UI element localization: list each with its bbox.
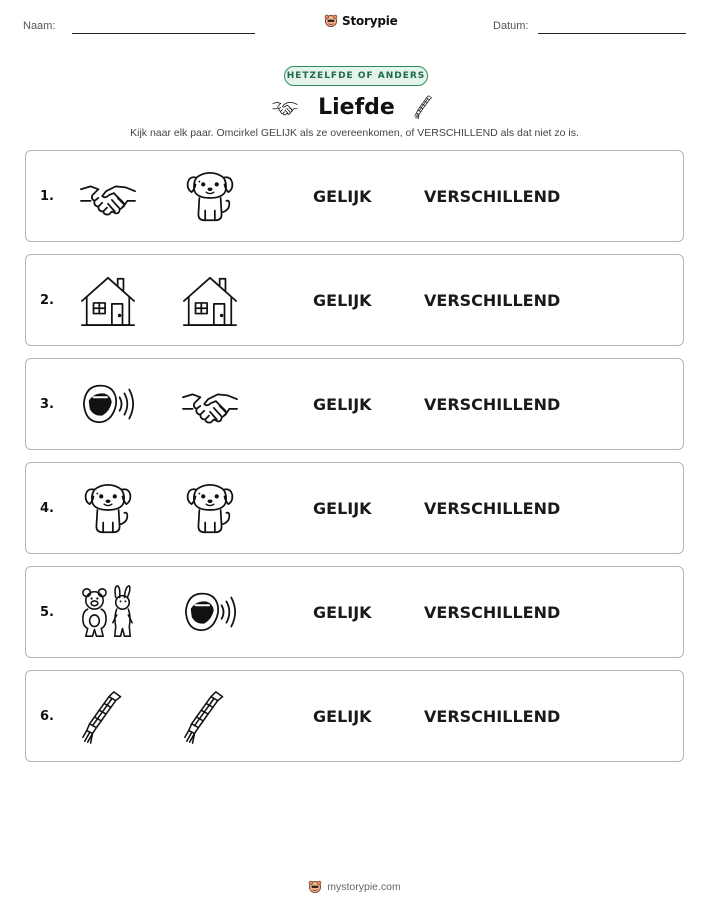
pair-card-1 (25, 150, 684, 242)
option-same[interactable]: GELIJK (313, 706, 372, 726)
footer (0, 880, 709, 894)
row-number: 4. (40, 500, 54, 516)
speaking-mouth-icon (79, 376, 137, 434)
storypie-mascot-icon (324, 14, 338, 28)
brand-logo (324, 14, 398, 28)
row-number: 2. (40, 292, 54, 308)
house-icon (181, 272, 239, 330)
rope-icon (181, 688, 239, 746)
option-different[interactable]: VERSCHILLEND (424, 290, 561, 310)
option-different[interactable]: VERSCHILLEND (424, 706, 561, 726)
speaking-mouth-icon (181, 584, 239, 642)
rope-icon (413, 92, 439, 122)
rope-icon (79, 688, 137, 746)
row-number: 5. (40, 604, 54, 620)
pair-card-3 (25, 358, 684, 450)
puppy-icon (181, 168, 239, 226)
option-same[interactable]: GELIJK (313, 186, 372, 206)
topic-badge: HETZELFDE OF ANDERS (284, 66, 428, 86)
brand-name: Storypie (342, 14, 398, 28)
page-title: Liefde (318, 94, 395, 120)
option-different[interactable]: VERSCHILLEND (424, 602, 561, 622)
footer-url[interactable]: mystorypie.com (327, 881, 401, 893)
option-different[interactable]: VERSCHILLEND (424, 186, 561, 206)
date-label: Datum: (493, 20, 529, 32)
puppy-icon (181, 480, 239, 538)
row-number: 3. (40, 396, 54, 412)
row-number: 6. (40, 708, 54, 724)
storypie-mascot-icon (308, 880, 322, 894)
option-same[interactable]: GELIJK (313, 498, 372, 518)
option-same[interactable]: GELIJK (313, 602, 372, 622)
puppy-icon (79, 480, 137, 538)
name-line[interactable] (72, 33, 255, 34)
option-different[interactable]: VERSCHILLEND (424, 498, 561, 518)
option-same[interactable]: GELIJK (313, 290, 372, 310)
pair-card-6 (25, 670, 684, 762)
title-row (0, 92, 709, 122)
handshake-icon (181, 376, 239, 434)
pair-card-2 (25, 254, 684, 346)
row-number: 1. (40, 188, 54, 204)
date-line[interactable] (538, 33, 686, 34)
option-different[interactable]: VERSCHILLEND (424, 394, 561, 414)
option-same[interactable]: GELIJK (313, 394, 372, 414)
handshake-icon (79, 168, 137, 226)
pair-card-5 (25, 566, 684, 658)
teddy-bear-bunny-icon (79, 584, 137, 642)
name-label: Naam: (23, 20, 56, 32)
handshake-icon (270, 94, 300, 120)
house-icon (79, 272, 137, 330)
pair-card-4 (25, 462, 684, 554)
instruction-text: Kijk naar elk paar. Omcirkel GELIJK als ze overeenkomen, of VERSCHILLEND als dat niet zo is. (130, 127, 579, 139)
